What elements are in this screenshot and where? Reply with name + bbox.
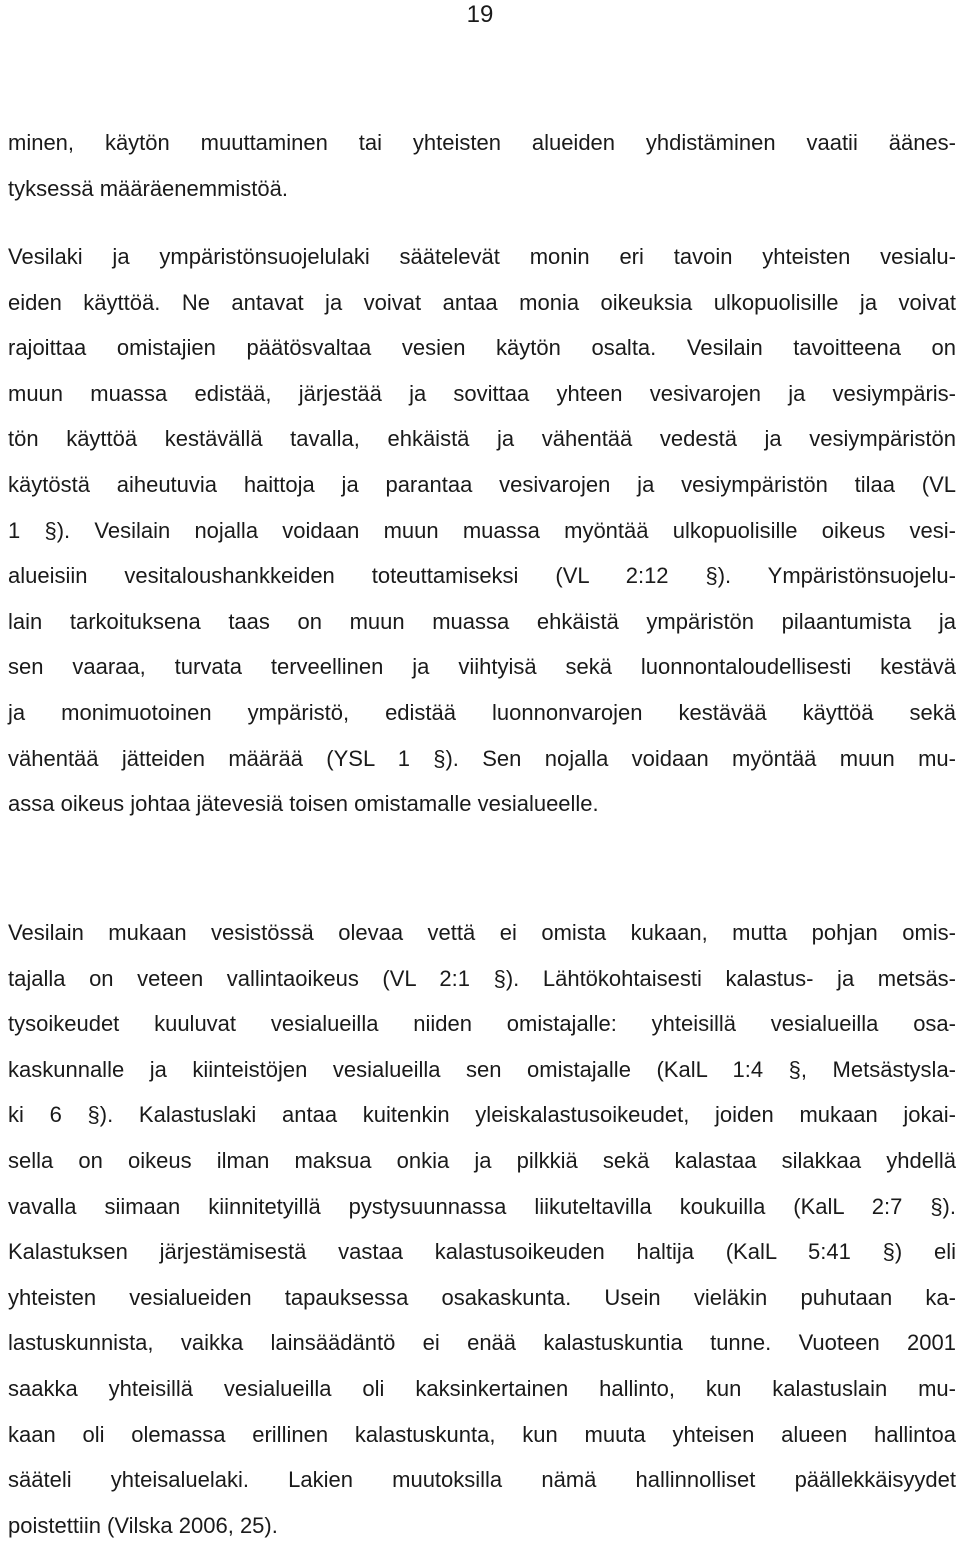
paragraph-1 <box>8 120 956 211</box>
text-line: tyksessä määräenemmistöä. <box>8 175 288 201</box>
text-line: rajoittaa omistajien päätösvaltaa vesien käytön osalta. Vesilain tavoitteena on <box>8 335 956 361</box>
text-line: tysoikeudet kuuluvat vesialueilla niiden omistajalle: yhteisillä vesialueilla osa- <box>8 1011 956 1037</box>
text-line: vähentää jätteiden määrää (YSL 1 §). Sen nojalla voidaan myöntää muun mu- <box>8 745 956 771</box>
text-line: tön käyttöä kestävällä tavalla, ehkäistä ja vähentää vedestä ja vesiympäristön <box>8 426 956 452</box>
paragraph-3 <box>8 910 956 1548</box>
text-line: kaan oli olemassa erillinen kalastuskunta, kun muuta yhteisen alueen hallintoa <box>8 1421 956 1447</box>
text-line: muun muassa edistää, järjestää ja sovittaa yhteen vesivarojen ja vesiympäris- <box>8 380 956 406</box>
text-line: poistettiin (Vilska 2006, 25). <box>8 1512 278 1538</box>
text-line: Vesilaki ja ympäristönsuojelulaki säätelevät monin eri tavoin yhteisten vesialu- <box>8 244 956 269</box>
text-line: assa oikeus johtaa jätevesiä toisen omistamalle vesialueelle. <box>8 791 599 817</box>
text-line: ja monimuotoinen ympäristö, edistää luonnonvarojen kestävää käyttöä sekä <box>8 699 956 725</box>
text-line: sella on oikeus ilman maksua onkia ja pilkkiä sekä kalastaa silakkaa yhdellä <box>8 1147 956 1173</box>
text-line: minen, käytön muuttaminen tai yhteisten alueiden yhdistäminen vaatii äänes- <box>8 130 956 155</box>
text-line: sääteli yhteisaluelaki. Lakien muutoksilla nämä hallinnolliset päällekkäisyydet <box>8 1467 956 1493</box>
text-line: käytöstä aiheutuvia haittoja ja parantaa vesivarojen ja vesiympäristön tilaa (VL <box>8 471 956 497</box>
text-line: Vesilain mukaan vesistössä olevaa vettä ei omista kukaan, mutta pohjan omis- <box>8 920 956 945</box>
text-line: sen vaaraa, turvata terveellinen ja viihtyisä sekä luonnontaloudellisesti kestävä <box>8 654 956 680</box>
text-line: yhteisten vesialueiden tapauksessa osakaskunta. Usein vieläkin puhutaan ka- <box>8 1284 956 1310</box>
text-line: lain tarkoituksena taas on muun muassa ehkäistä ympäristön pilaantumista ja <box>8 608 956 634</box>
page-number: 19 <box>466 1 494 28</box>
text-line: tajalla on veteen vallintaoikeus (VL 2:1 §). Lähtökohtaisesti kalastus- ja metsäs- <box>8 965 956 991</box>
text-line: ki 6 §). Kalastuslaki antaa kuitenkin yleiskalastusoikeudet, joiden mukaan jokai- <box>8 1102 956 1128</box>
text-line: lastuskunnista, vaikka lainsäädäntö ei enää kalastuskuntia tunne. Vuoteen 2001 <box>8 1330 956 1356</box>
text-line: 1 §). Vesilain nojalla voidaan muun muassa myöntää ulkopuolisille oikeus vesi- <box>8 517 956 543</box>
text-line: Kalastuksen järjestämisestä vastaa kalastusoikeuden haltija (KalL 5:41 §) eli <box>8 1239 956 1265</box>
text-line: eiden käyttöä. Ne antavat ja voivat antaa monia oikeuksia ulkopuolisille ja voivat <box>8 289 956 315</box>
text-line: vavalla siimaan kiinnitetyillä pystysuunnassa liikuteltavilla koukuilla (KalL 2:7 §). <box>8 1193 956 1219</box>
text-line: alueisiin vesitaloushankkeiden toteuttamiseksi (VL 2:12 §). Ympäristönsuojelu- <box>8 563 956 589</box>
paragraph-2 <box>8 234 956 827</box>
text-line: kaskunnalle ja kiinteistöjen vesialueilla sen omistajalle (KalL 1:4 §, Metsästysla- <box>8 1056 956 1082</box>
text-line: saakka yhteisillä vesialueilla oli kaksinkertainen hallinto, kun kalastuslain mu- <box>8 1375 956 1401</box>
